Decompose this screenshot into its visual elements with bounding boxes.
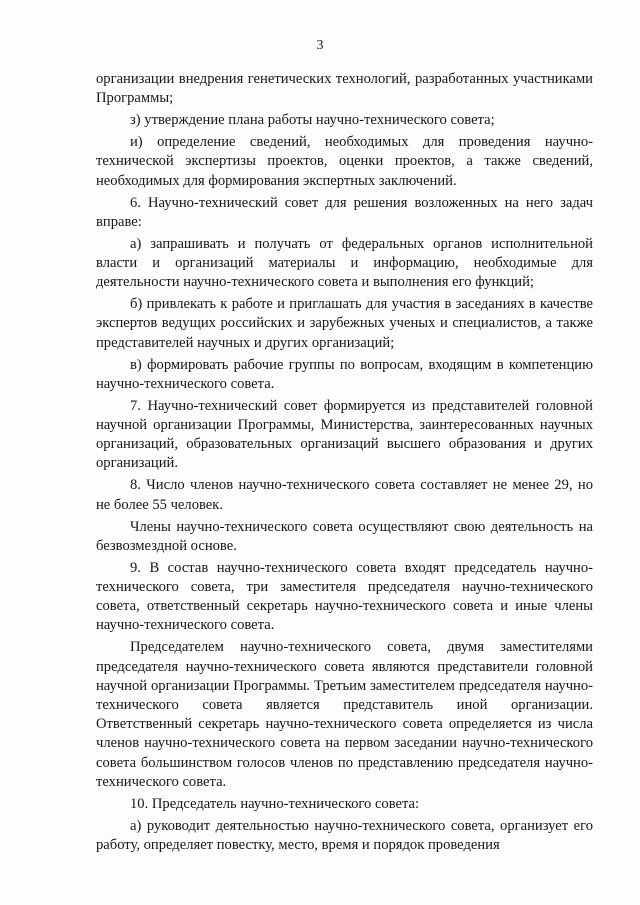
paragraph-item-b: б) привлекать к работе и приглашать для участия в заседаниях в качестве экспертов ведущих российских и зарубежных ученых и специалистов, а также представителей научных и других организаций;: [96, 296, 593, 351]
paragraph-clause-7: 7. Научно-технический совет формируется из представителей головной научной организации Программы, Министерства, заинтересованных научных организаций, образовательных организаций высшего образования и других организаций.: [96, 397, 593, 472]
paragraph-clause-10: 10. Председатель научно-технического совета:: [130, 795, 420, 812]
paragraph-continuation: организации внедрения генетических технологий, разработанных участниками Программы;: [96, 71, 593, 107]
paragraph-item-a-chairman: а) руководит деятельностью научно-технического совета, организует его работу, определяет повестку, место, время и порядок проведения: [96, 817, 593, 854]
paragraph-item-i: и) определение сведений, необходимых для проведения научно-технической экспертизы проектов, оценки проектов, а также сведений, необходимых для формирования экспертных заключений.: [96, 134, 593, 189]
paragraph-chairman-composition: Председателем научно-технического совета, двумя заместителями председателя научно-технического совета являются представители головной научной организации Программы. Третьим заместителем председателя научно-технического совета является представитель иной организации. Ответственный секретарь научно-технического совета определяется из числа членов научно-технического совета на первом заседании научно-технического совета большинством голосов членов по представлению председателя научно-технического совета.: [96, 639, 593, 790]
paragraph-item-z: з) утверждение плана работы научно-технического совета;: [130, 112, 495, 129]
paragraph-item-v: в) формировать рабочие группы по вопросам, входящим в компетенцию научно-технического совета.: [96, 356, 593, 392]
paragraph-clause-9: 9. В состав научно-технического совета входят председатель научно-технического совета, три заместителя председателя научно-технического совета, ответственный секретарь научно-технического совета и иные члены научно-технического совета.: [96, 559, 593, 634]
page-number: 3: [316, 38, 324, 53]
paragraph-clause-8: 8. Число членов научно-технического совета составляет не менее 29, но не более 55 человек.: [96, 477, 593, 513]
document-body: [96, 70, 593, 858]
paragraph-item-a: а) запрашивать и получать от федеральных органов исполнительной власти и организаций материалы и информацию, необходимые для деятельности научно-технического совета и выполнения его функций;: [96, 235, 593, 291]
paragraph-clause-6: 6. Научно-технический совет для решения возложенных на него задач вправе:: [96, 194, 593, 230]
paragraph-members-unpaid: Члены научно-технического совета осуществляют свою деятельность на безвозмездной основе.: [96, 518, 593, 554]
